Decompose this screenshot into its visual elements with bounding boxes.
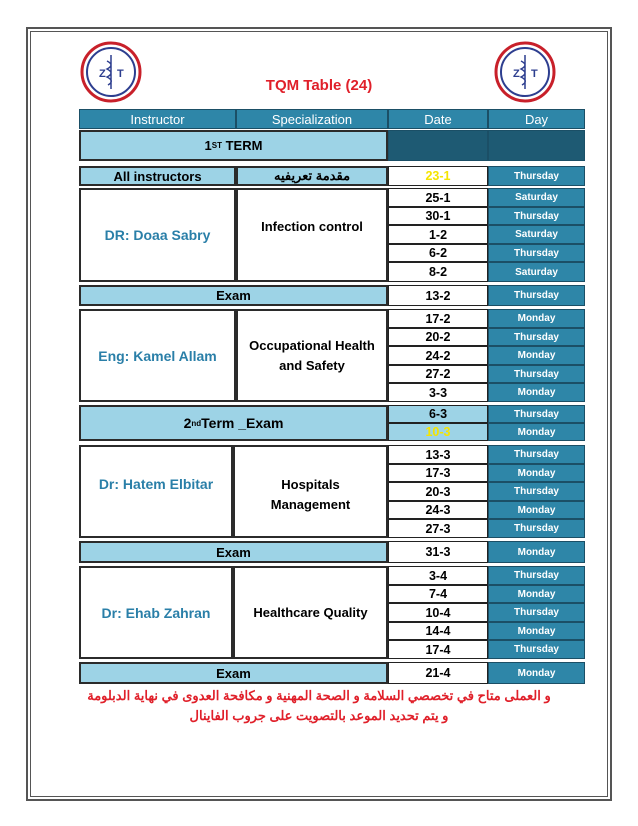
block1-day: Thursday	[488, 244, 585, 262]
block4-date: 10-4	[388, 603, 488, 622]
intro-specialization: مقدمة تعريفيه	[236, 166, 388, 186]
block3-day: Monday	[488, 464, 585, 482]
term1-sup: ST	[211, 141, 222, 150]
block2-specialization: Occupational Health and Safety	[236, 309, 388, 402]
block4-day: Monday	[488, 622, 585, 640]
term1-label	[79, 130, 388, 161]
intro-day: Thursday	[488, 166, 585, 186]
block2-date: 17-2	[388, 309, 488, 328]
block2-date: 3-3	[388, 383, 488, 402]
block3-date: 24-3	[388, 501, 488, 519]
term2-date: 10-3	[388, 423, 488, 441]
block3-day: Thursday	[488, 445, 585, 464]
term2-day: Thursday	[488, 405, 585, 423]
block3-date: 17-3	[388, 464, 488, 482]
footer-note-line1: و العملى متاح في تخصصي السلامة و الصحة المهنية و مكافحة العدوى في نهاية الدبلومة	[87, 688, 551, 703]
block4-day: Thursday	[488, 566, 585, 585]
block1-specialization: Infection control	[236, 188, 388, 282]
block1-day: Saturday	[488, 262, 585, 282]
block1-instructor: DR: Doaa Sabry	[79, 188, 236, 282]
block2-date: 24-2	[388, 346, 488, 365]
block4-date: 14-4	[388, 622, 488, 640]
term2-sup: nd	[191, 418, 202, 428]
block4-instructor: Dr: Ehab Zahran	[79, 566, 233, 659]
footer-note-line2: و يتم تحديد الموعد بالتصويت على جروب الفاينال	[189, 708, 449, 723]
svg-text:Z: Z	[513, 68, 520, 80]
block1-date: 25-1	[388, 188, 488, 207]
term2-day: Monday	[488, 423, 585, 441]
header-day: Day	[488, 109, 585, 129]
intro-instructor: All instructors	[79, 166, 236, 186]
term2-date: 6-3	[388, 405, 488, 423]
block4-day: Thursday	[488, 603, 585, 622]
exam1-date: 13-2	[388, 285, 488, 306]
block2-instructor: Eng: Kamel Allam	[79, 309, 236, 402]
header-specialization: Specialization	[236, 109, 388, 129]
term1-number: 1	[204, 138, 212, 153]
exam3-label: Exam	[79, 541, 388, 563]
block3-day: Thursday	[488, 482, 585, 501]
block4-specialization: Healthcare Quality	[233, 566, 388, 659]
block1-day: Thursday	[488, 207, 585, 225]
header-instructor: Instructor	[79, 109, 236, 129]
block4-date: 3-4	[388, 566, 488, 585]
block3-instructor: Dr: Hatem Elbitar	[79, 445, 233, 538]
exam1-day: Thursday	[488, 285, 585, 306]
block3-day: Monday	[488, 501, 585, 519]
block2-day: Monday	[488, 309, 585, 328]
intro-date: 23-1	[388, 166, 488, 186]
block1-day: Saturday	[488, 225, 585, 244]
block3-date: 13-3	[388, 445, 488, 464]
block2-date: 20-2	[388, 328, 488, 346]
term1-date-blank	[388, 130, 488, 161]
svg-text:T: T	[531, 68, 538, 80]
block3-specialization: Hospitals Management	[233, 445, 388, 538]
block1-date: 1-2	[388, 225, 488, 244]
term2-number: 2	[183, 415, 192, 431]
svg-text:Z: Z	[99, 68, 106, 80]
block4-day: Monday	[488, 585, 585, 603]
term1-day-blank	[488, 130, 585, 161]
block3-date: 20-3	[388, 482, 488, 501]
block4-date: 7-4	[388, 585, 488, 603]
header-date: Date	[388, 109, 488, 129]
block1-date: 6-2	[388, 244, 488, 262]
block4-date: 17-4	[388, 640, 488, 659]
block2-day: Thursday	[488, 365, 585, 383]
term2-text: Term _Exam	[201, 415, 284, 431]
exam3-day: Monday	[488, 541, 585, 563]
svg-text:T: T	[117, 68, 124, 80]
block1-date: 8-2	[388, 262, 488, 282]
block3-day: Thursday	[488, 519, 585, 538]
exam3-date: 31-3	[388, 541, 488, 563]
block3-date: 27-3	[388, 519, 488, 538]
block1-date: 30-1	[388, 207, 488, 225]
block2-day: Monday	[488, 383, 585, 402]
exam4-label: Exam	[79, 662, 388, 684]
block4-day: Thursday	[488, 640, 585, 659]
term2-label	[79, 405, 388, 441]
exam4-date: 21-4	[388, 662, 488, 684]
block1-day: Saturday	[488, 188, 585, 207]
block2-day: Monday	[488, 346, 585, 365]
exam4-day: Monday	[488, 662, 585, 684]
block2-date: 27-2	[388, 365, 488, 383]
term1-text: TERM	[222, 138, 263, 153]
page-title: TQM Table (24)	[265, 77, 373, 94]
exam1-label: Exam	[79, 285, 388, 306]
block2-day: Thursday	[488, 328, 585, 346]
